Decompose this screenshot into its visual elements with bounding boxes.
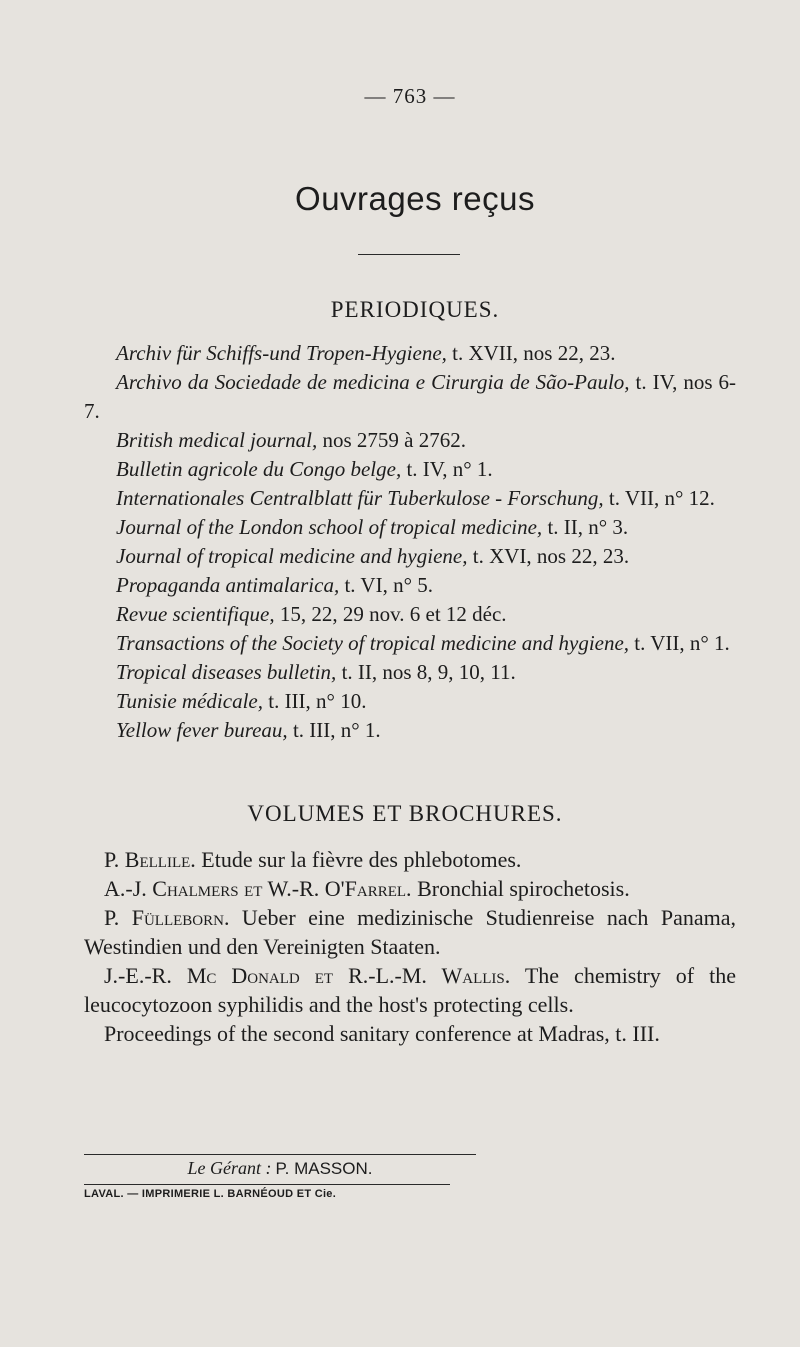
periodical-entry — [84, 513, 736, 542]
volume-author: P. Bellile. — [104, 847, 196, 872]
periodical-entry — [84, 426, 736, 455]
printer-imprint: LAVAL. — IMPRIMERIE L. BARNÉOUD ET Cie. — [84, 1188, 337, 1200]
periodical-entry — [84, 571, 736, 600]
periodical-details: t. IV, n° 1. — [401, 457, 493, 481]
periodical-title: Revue scientifique, — [116, 602, 275, 626]
periodical-entry — [84, 629, 736, 658]
volume-text: Proceedings of the second sanitary conference at Madras, t. III. — [104, 1021, 660, 1046]
volume-entry — [84, 903, 736, 961]
periodical-details: 15, 22, 29 nov. 6 et 12 déc. — [274, 602, 507, 626]
periodical-details: t. IV, nos 6-7. — [84, 370, 736, 423]
periodical-entry — [84, 658, 736, 687]
volume-text: Ueber eine medizinische Studienreise nach Panama, Westindien und den Vereinigten Staaten. — [84, 905, 736, 959]
periodical-title: Journal of the London school of tropical medicine, — [116, 515, 543, 539]
periodical-title: Yellow fever bureau, — [116, 718, 288, 742]
periodical-title: Tropical diseases bulletin, — [116, 660, 337, 684]
periodical-title: Propaganda antimalarica, — [116, 573, 340, 597]
footer-rule-top — [84, 1154, 476, 1155]
volume-text: Bronchial spirochetosis. — [411, 876, 630, 901]
periodical-title: Tunisie médicale, — [116, 689, 263, 713]
periodical-title: Transactions of the Society of tropical medicine and hygiene, — [116, 631, 630, 655]
periodical-details: t. VII, n° 12. — [603, 486, 715, 510]
periodical-details: t. VI, n° 5. — [339, 573, 433, 597]
title-divider — [358, 254, 460, 255]
periodical-details: t. II, nos 8, 9, 10, 11. — [336, 660, 516, 684]
periodical-title: Archiv für Schiffs-und Tropen-Hygiene, — [116, 341, 447, 365]
periodical-entry — [84, 455, 736, 484]
volume-entry — [84, 845, 736, 874]
volume-author: J.-E.-R. Mc Donald et R.-L.-M. Wallis. — [104, 963, 511, 988]
page-title: Ouvrages reçus — [295, 180, 535, 217]
volume-author: P. Fülleborn. — [104, 905, 230, 930]
volume-entry — [84, 874, 736, 903]
volume-entry — [84, 961, 736, 1019]
periodical-details: t. II, n° 3. — [542, 515, 629, 539]
periodical-entry — [84, 484, 736, 513]
gerant-line — [84, 1158, 476, 1179]
section-heading-volumes: VOLUMES ET BROCHURES. — [247, 801, 563, 826]
periodical-title: Archivo da Sociedade de medicina e Cirurgia de São-Paulo, — [116, 370, 630, 394]
periodical-details: t. XVII, nos 22, 23. — [446, 341, 616, 365]
gerant-name: P. MASSON. — [275, 1159, 373, 1178]
periodical-details: t. III, n° 10. — [262, 689, 367, 713]
volume-text: Etude sur la fièvre des phlebotomes. — [195, 847, 522, 872]
periodical-title: Internationales Centralblatt für Tuberkulose - Forschung, — [116, 486, 604, 510]
periodical-entry — [84, 687, 736, 716]
page-number: — 763 — — [364, 84, 456, 108]
volumes-list — [84, 845, 736, 1048]
periodical-entry — [84, 339, 736, 368]
periodical-title: British medical journal, — [116, 428, 318, 452]
periodical-entry — [84, 716, 736, 745]
periodical-details: t. XVI, nos 22, 23. — [467, 544, 630, 568]
periodical-title: Journal of tropical medicine and hygiene, — [116, 544, 468, 568]
periodical-entry — [84, 368, 736, 426]
periodical-details: nos 2759 à 2762. — [317, 428, 466, 452]
volume-entry — [84, 1019, 736, 1048]
volume-author: A.-J. Chalmers et W.-R. O'Farrel. — [104, 876, 412, 901]
periodical-details: t. III, n° 1. — [287, 718, 381, 742]
footer-rule-bottom — [84, 1184, 450, 1185]
periodical-entry — [84, 600, 736, 629]
periodical-details: t. VII, n° 1. — [629, 631, 730, 655]
section-heading-periodicals: PERIODIQUES. — [330, 297, 500, 322]
volume-text: The chemistry of the leucocytozoon syphilidis and the host's protecting cells. — [84, 963, 737, 1017]
periodical-entry — [84, 542, 736, 571]
gerant-label: Le Gérant : — [187, 1158, 272, 1178]
periodical-title: Bulletin agricole du Congo belge, — [116, 457, 402, 481]
periodicals-list — [84, 339, 736, 745]
